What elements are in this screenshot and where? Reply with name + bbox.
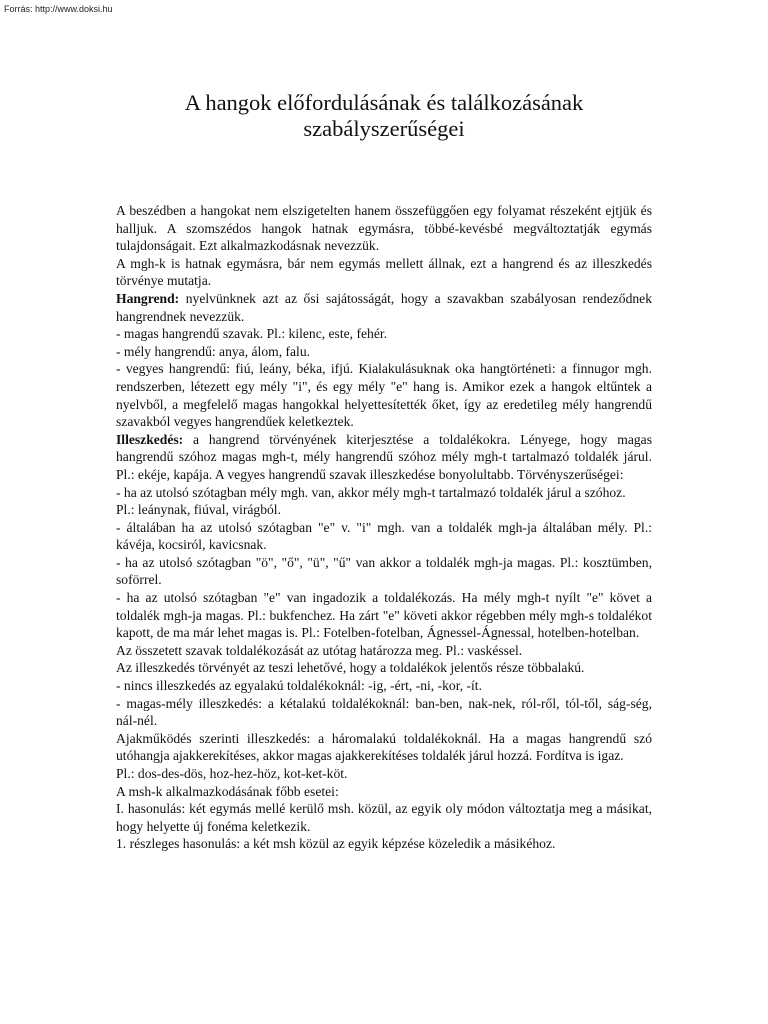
source-note: Forrás: http://www.doksi.hu [4,4,113,14]
paragraph: - ha az utolsó szótagban "e" van ingadozik a toldalékozás. Ha mély mgh-t nyílt "e" követ a toldalék mgh-ja magas. Pl.: bukfenchez. Ha zárt "e" követi akkor régebben mély mgh-s toldalékot kapott, de ma már lehet magas is. Pl.: Fotelben-fotelban, Ágnessel-Ágnessal, hotelben-hotelban. [116,590,652,641]
term-hangrend: Hangrend: [116,290,180,306]
page-title [0,90,768,142]
paragraph: A msh-k alkalmazkodásának főbb esetei: [116,783,339,799]
paragraph: - mély hangrendű: anya, álom, falu. [116,343,311,359]
paragraph: Az illeszkedés törvényét az teszi lehetővé, hogy a toldalékok jelentős része többalakú. [116,660,585,676]
paragraph: - ha az utolsó szótagban "ö", "ő", "ü", "ű" van akkor a toldalék mgh-ja magas. Pl.: kosztümben, soförrel. [116,554,652,588]
paragraph: 1. részleges hasonulás: a két msh közül az egyik képzése közeledik a másikéhoz. [116,836,556,852]
paragraph: A mgh-k is hatnak egymásra, bár nem egymás mellett állnak, ezt a hangrend és az illeszkedés törvénye mutatja. [116,255,652,289]
paragraph: I. hasonulás: két egymás mellé kerülő msh. közül, az egyik oly módon változtatja meg a másikat, hogy helyette új fonéma keletkezik. [116,801,652,834]
paragraph: - ha az utolsó szótagban mély mgh. van, akkor mély mgh-t tartalmazó toldalék járul a szóhoz. [116,484,626,500]
document-body [116,202,652,853]
paragraph: - vegyes hangrendű: fiú, leány, béka, ifjú. Kialakulásuknak oka hangtörténeti: a finnugor mgh. rendszerben, létezett egy mély "i", és egy mély "e" hang is. Amikor ezek a hangok eltűntek a nyelvből, a megfelelő magas hangokkal helyettesítették őket, így az eredetileg mély hangrendű szavakból vegyes hangrendűek keletkeztek. [116,361,652,430]
paragraph: Pl.: leánynak, fiúval, virágból. [116,502,281,518]
paragraph: Ajakműködés szerinti illeszkedés: a háromalakú toldalékoknál. Ha a magas hangrendű szó utóhangja ajakkerekítéses, akkor magas ajakkerekítéses toldalék járul hozzá. Fordítva is igaz. [116,730,652,764]
paragraph: - általában ha az utolsó szótagban "e" v. "i" mgh. van a toldalék mgh-ja általában mély. Pl.: kávéja, kocsiról, kavicsnak. [116,519,652,553]
paragraph: - nincs illeszkedés az egyalakú toldalékoknál: -ig, -ért, -ni, -kor, -ít. [116,678,482,694]
term-illeszkedes: Illeszkedés: [116,431,184,447]
paragraph-illeszkedes: Illeszkedés: a hangrend törvényének kiterjesztése a toldalékokra. Lényege, hogy magas hangrendű szóhoz magas mgh-t, mély hangrendű szóhoz mély mgh-t tartalmazó toldalék járul. Pl.: ekéje, kapája. A vegyes hangrendű szavak illeszkedése bonyolultabb. Törvényszerűségei: [116,431,652,482]
paragraph: Az összetett szavak toldalékozását az utótag határozza meg. Pl.: vaskéssel. [116,642,523,658]
paragraph: A beszédben a hangokat nem elszigetelten hanem összefüggően egy folyamat részeként ejtjük és halljuk. A szomszédos hangok hatnak egymásra, többé-kevésbé megváltoztatják egymás tulajdonságait. Ezt alkalmazkodásnak nevezzük. [116,203,652,254]
title-line-1: A hangok előfordulásának és találkozásának [184,90,584,115]
paragraph: - magas hangrendű szavak. Pl.: kilenc, este, fehér. [116,326,388,342]
title-line-2: szabályszerűségei [303,116,465,141]
paragraph: - magas-mély illeszkedés: a kétalakú toldalékoknál: ban-ben, nak-nek, ról-ről, tól-től, ság-ség, nál-nél. [116,695,652,729]
paragraph: Pl.: dos-des-dös, hoz-hez-höz, kot-ket-köt. [116,766,348,781]
paragraph-hangrend: Hangrend: nyelvünknek azt az ősi sajátosságát, hogy a szavakban szabályosan rendeződnek hangrendnek nevezzük. [116,290,652,324]
